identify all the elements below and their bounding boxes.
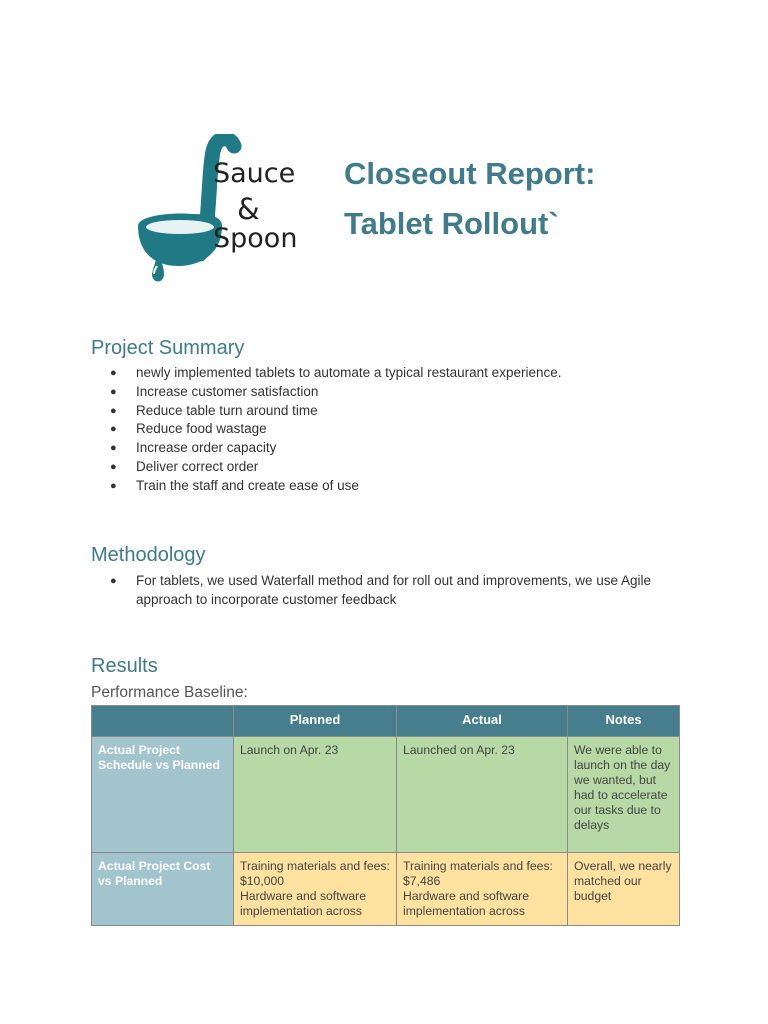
list-item [108,420,668,439]
list-item-text: Reduce food wastage [136,421,267,437]
table-row [92,737,680,853]
list-item-text: newly implemented tablets to automate a typical restaurant experience. [136,365,562,380]
performance-baseline-subheading: Performance Baseline: [91,684,248,701]
methodology-list [108,572,668,610]
table-cell-actual: Training materials and fees: $7,486 Hardware and software implementation across [397,853,568,926]
list-item [108,458,668,477]
row-header: Actual Project Cost vs Planned [92,853,234,926]
bullet-icon: ● [110,442,117,455]
bullet-icon: ● [110,479,117,492]
column-header: Planned [234,706,397,737]
list-item [108,439,668,458]
logo-text-sauce: Sauce [213,158,296,189]
column-header: Notes [568,706,680,737]
report-title-line-1: Closeout Report: [344,156,596,191]
bullet-icon: ● [110,575,117,587]
table-cell-notes: Overall, we nearly matched our budget [568,853,680,926]
bullet-icon: ● [110,404,117,417]
list-item-text: Deliver correct order [136,458,259,474]
project-summary-heading: Project Summary [91,337,245,359]
logo-text-ampersand: & [237,192,260,226]
list-item [108,364,668,383]
table-row [92,853,680,926]
table-cell-planned: Training materials and fees: $10,000 Hardware and software implementation across [234,853,397,926]
bullet-icon: ● [110,385,117,398]
bullet-icon: ● [110,367,117,379]
results-heading: Results [91,655,158,677]
table-header-row [92,706,680,737]
row-header: Actual Project Schedule vs Planned [92,737,234,853]
bullet-icon: ● [110,423,117,436]
list-item-text: Increase customer satisfaction [136,383,319,399]
list-item [108,477,668,496]
bullet-icon: ● [110,460,117,473]
list-item-text: Reduce table turn around time [136,402,318,418]
list-item-text: Increase order capacity [136,440,277,456]
list-item-text: Train the staff and create ease of use [136,477,359,493]
list-item [108,383,668,402]
report-title-line-2: Tablet Rollout` [344,206,559,241]
column-header: Actual [397,706,568,737]
list-item-text: For tablets, we used Waterfall method and for roll out and improvements, we use Agile approach to incorporate customer feedback [136,573,652,607]
project-summary-list [108,364,668,496]
list-item [108,402,668,421]
list-item [108,572,668,610]
performance-baseline-table [91,705,680,926]
logo-text-spoon: Spoon [213,223,298,254]
table-cell-actual: Launched on Apr. 23 [397,737,568,853]
table-cell-planned: Launch on Apr. 23 [234,737,397,853]
methodology-heading: Methodology [91,544,206,566]
column-header [92,706,234,737]
table-cell-notes: We were able to launch on the day we wanted, but had to accelerate our tasks due to delays [568,737,680,853]
